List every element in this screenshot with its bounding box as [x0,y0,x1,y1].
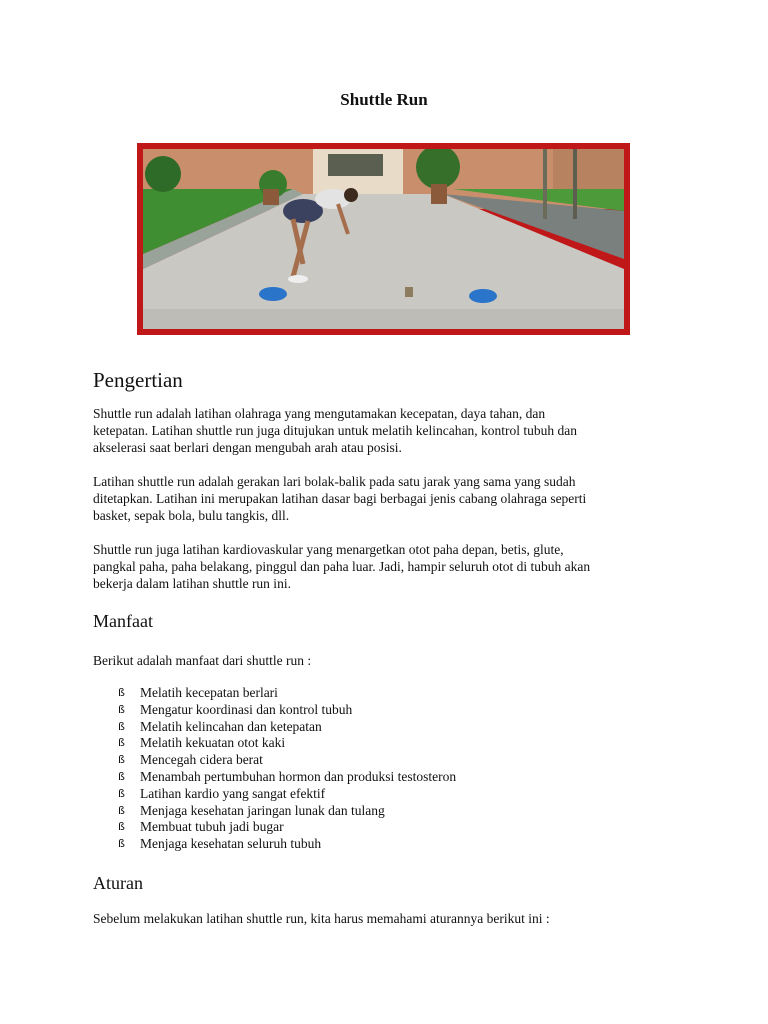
list-item: ß Membuat tubuh jadi bugar [118,819,284,835]
list-item: ß Mengatur koordinasi dan kontrol tubuh [118,701,353,717]
document-title: Shuttle Run [340,90,428,109]
list-item: ß Melatih kelincahan dan ketepatan [118,718,322,734]
shuttle-run-photo [137,143,630,335]
bullet-icon: ß [118,786,125,800]
paragraph-line: bekerja dalam latihan shuttle run ini. [93,576,291,591]
heading-manfaat: Manfaat [93,611,153,631]
bullet-icon: ß [118,803,125,817]
aturan-intro: Sebelum melakukan latihan shuttle run, kita harus memahami aturannya berikut ini : [93,911,550,926]
list-item: ß Melatih kecepatan berlari [118,685,278,700]
bullet-icon: ß [118,820,125,834]
paragraph-line: Shuttle run juga latihan kardiovaskular yang menargetkan otot paha depan, betis, glute, [93,542,564,557]
list-item: ß Menjaga kesehatan seluruh tubuh [118,836,322,852]
paragraph-line: akselerasi saat berlari dengan mengubah arah atau posisi. [93,440,402,455]
paragraph-line: ketepatan. Latihan shuttle run juga ditujukan untuk melatih kelincahan, kontrol tubuh dan [93,423,578,438]
heading-aturan: Aturan [93,873,143,893]
paragraph-line: pangkal paha, paha belakang, pinggul dan paha luar. Jadi, hampir seluruh otot di tubuh akan [93,559,591,574]
bullet-icon: ß [118,686,125,699]
heading-pengertian: Pengertian [93,368,183,392]
manfaat-list [118,685,456,853]
bullet-icon: ß [118,719,125,733]
bullet-icon: ß [118,753,125,767]
list-item: ß Menjaga kesehatan jaringan lunak dan tulang [118,802,385,818]
list-item: ß Mencegah cidera berat [118,752,263,768]
bullet-icon: ß [118,769,125,783]
list-item: ß Latihan kardio yang sangat efektif [118,785,326,801]
list-item: ß Menambah pertumbuhan hormon dan produksi testosteron [118,768,457,784]
paragraph-line: ditetapkan. Latihan ini merupakan latihan dasar bagi berbagai jenis cabang olahraga seperti [93,491,587,506]
paragraph-line: basket, sepak bola, bulu tangkis, dll. [93,508,290,523]
paragraph-pengertian-1 [93,405,683,456]
paragraph-line: Shuttle run adalah latihan olahraga yang mengutamakan kecepatan, daya tahan, dan [93,406,546,421]
bullet-icon: ß [118,837,125,851]
list-item: ß Melatih kekuatan otot kaki [118,735,286,751]
shuttle-run-illustration [143,149,624,329]
bullet-icon: ß [118,736,125,750]
paragraph-pengertian-2 [93,473,683,524]
paragraph-line: Latihan shuttle run adalah gerakan lari bolak-balik pada satu jarak yang sama yang sudah [93,474,576,489]
bullet-icon: ß [118,702,125,716]
paragraph-pengertian-3 [93,541,683,592]
manfaat-intro: Berikut adalah manfaat dari shuttle run : [93,653,312,668]
